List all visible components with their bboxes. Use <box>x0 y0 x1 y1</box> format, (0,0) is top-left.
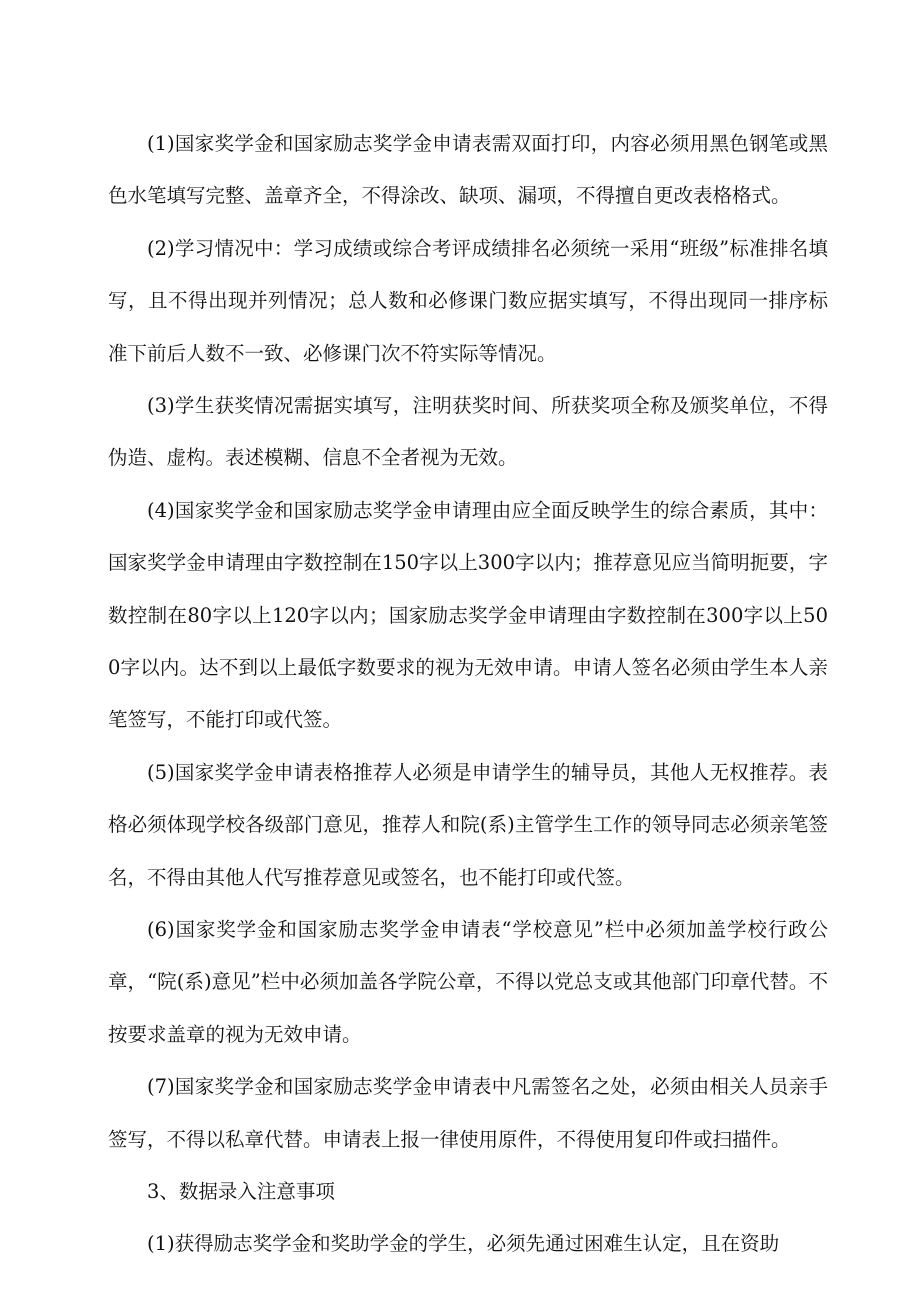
paragraph-9: (1)获得励志奖学金和奖助学金的学生，必须先通过困难生认定，且在资助 <box>147 1232 780 1256</box>
paragraph-7: (7)国家奖学金和国家励志奖学金申请表中凡需签名之处，必须由相关人员亲手签写，不得以私章代替。申请表上报一律使用原件，不得使用复印件或扫描件。 <box>108 1075 828 1151</box>
paragraph-6: (6)国家奖学金和国家励志奖学金申请表“学校意见”栏中必须加盖学校行政公章，“院(系)意见”栏中必须加盖各学院公章，不得以党总支或其他部门印章代替。不按要求盖章的视为无效申请。 <box>108 918 828 1046</box>
paragraph-1: (1)国家奖学金和国家励志奖学金申请表需双面打印，内容必须用黑色钢笔或黑色水笔填写完整、盖章齐全，不得涂改、缺项、漏项，不得擅自更改表格格式。 <box>108 132 828 208</box>
paragraph-3: (3)学生获奖情况需据实填写，注明获奖时间、所获奖项全称及颁奖单位，不得伪造、虚构。表述模糊、信息不全者视为无效。 <box>108 394 828 470</box>
paragraph-4: (4)国家奖学金和国家励志奖学金申请理由应全面反映学生的综合素质，其中：国家奖学金申请理由字数控制在150字以上300字以内；推荐意见应当简明扼要，字数控制在80字以上120字以内；国家励志奖学金申请理由字数控制在300字以上500字以内。达不到以上最低字数要求的视为无效申请。申请人签名必须由学生本人亲笔签写，不能打印或代签。 <box>108 498 828 732</box>
section-heading: 3、数据录入注意事项 <box>147 1180 335 1203</box>
paragraph-2: (2)学习情况中：学习成绩或综合考评成绩排名必须统一采用“班级”标准排名填写，且不得出现并列情况；总人数和必修课门数应据实填写，不得出现同一排序标准下前后人数不一致、必修课门次不符实际等情况。 <box>108 236 828 365</box>
paragraph-5: (5)国家奖学金申请表格推荐人必须是申请学生的辅导员，其他人无权推荐。表格必须体现学校各级部门意见，推荐人和院(系)主管学生工作的领导同志必须亲笔签名，不得由其他人代写推荐意见或签名，也不能打印或代签。 <box>108 760 828 889</box>
